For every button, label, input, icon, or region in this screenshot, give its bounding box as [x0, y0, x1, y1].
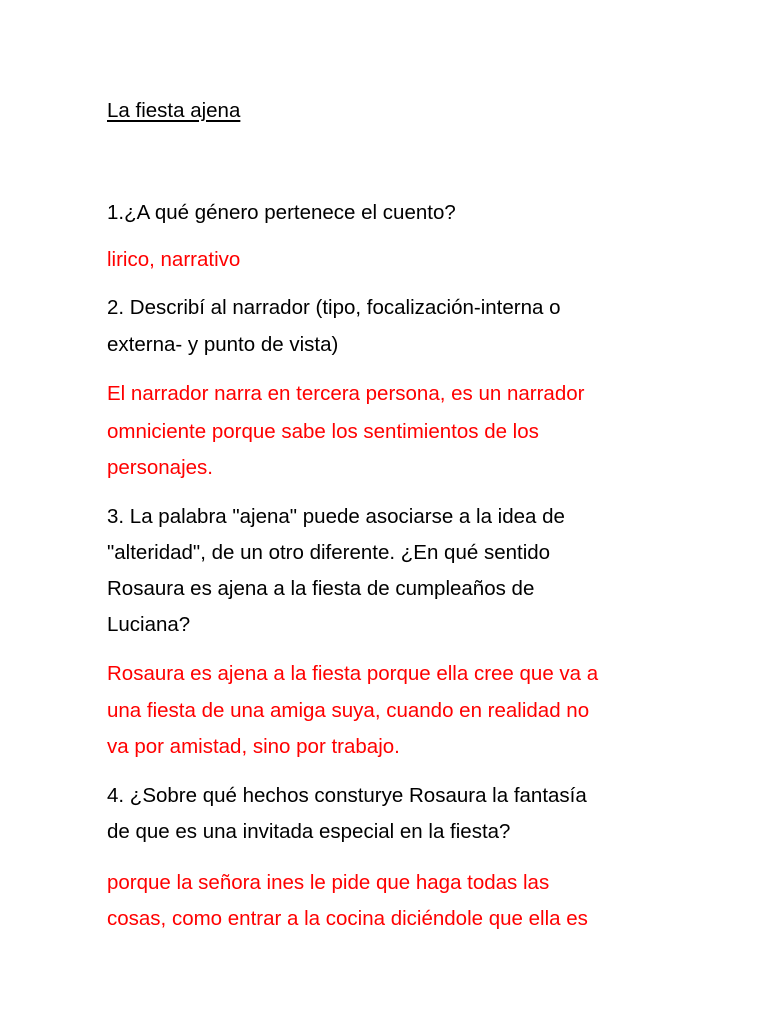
answer-line: personajes. — [107, 456, 213, 479]
question-line: de que es una invitada especial en la fiesta? — [107, 820, 511, 843]
question-line: externa- y punto de vista) — [107, 333, 339, 356]
answer-line: omniciente porque sabe los sentimientos de los — [107, 420, 539, 443]
question-line: 2. Describí al narrador (tipo, focalización-interna o — [107, 296, 561, 319]
answer-line: va por amistad, sino por trabajo. — [107, 735, 400, 758]
answer-line: lirico, narrativo — [107, 248, 241, 271]
question-line: Luciana? — [107, 613, 191, 636]
question-line: 3. La palabra "ajena" puede asociarse a la idea de — [107, 505, 565, 528]
question-line: Rosaura es ajena a la fiesta de cumpleaños de — [107, 577, 535, 600]
question-line: 4. ¿Sobre qué hechos consturye Rosaura la fantasía — [107, 784, 587, 807]
answer-line: El narrador narra en tercera persona, es un narrador — [107, 382, 585, 405]
answer-line: Rosaura es ajena a la fiesta porque ella cree que va a — [107, 662, 599, 685]
question-line: "alteridad", de un otro diferente. ¿En qué sentido — [107, 541, 551, 564]
question-line: 1.¿A qué género pertenece el cuento? — [107, 201, 456, 224]
answer-line: porque la señora ines le pide que haga todas las — [107, 871, 550, 894]
answer-line: una fiesta de una amiga suya, cuando en realidad no — [107, 699, 590, 722]
answer-line: cosas, como entrar a la cocina diciéndole que ella es — [107, 907, 588, 930]
page-title: La fiesta ajena — [107, 99, 241, 122]
